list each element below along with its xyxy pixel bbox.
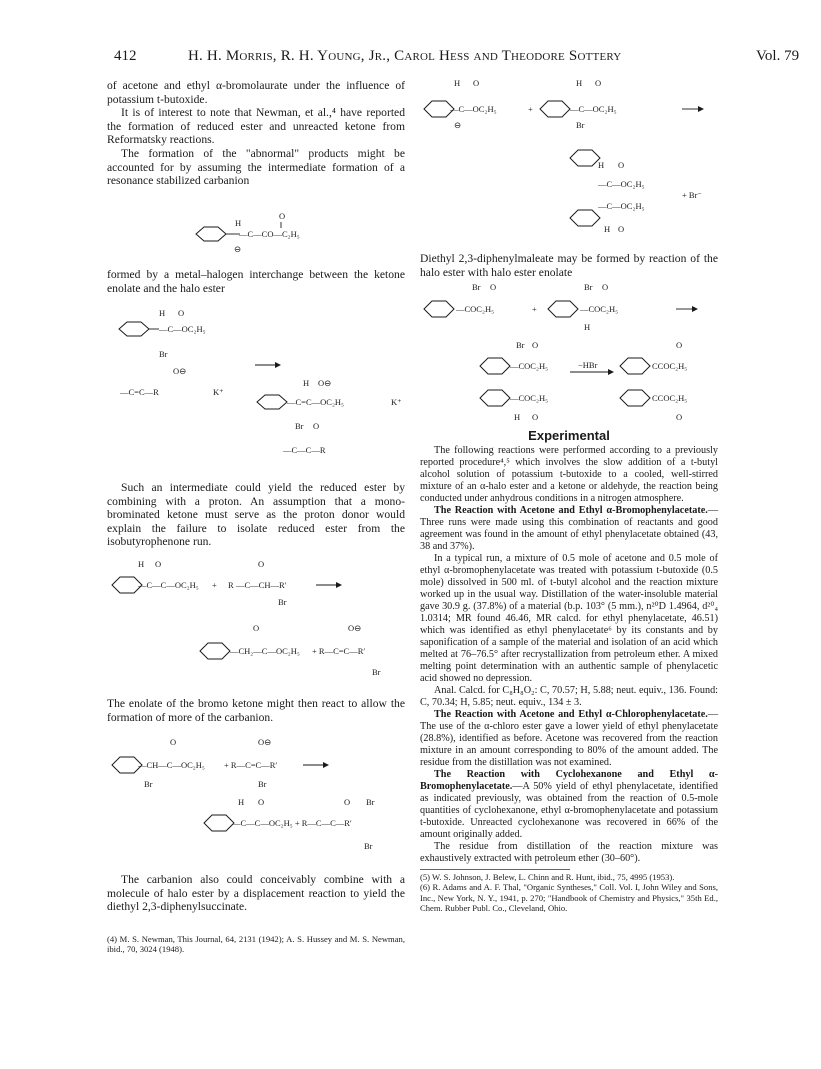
acetone-chloro-paragraph: The Reaction with Acetone and Ethyl α-Chlorophenylacetate.—The use of the α-chloro ester gave a lower yield of ethyl phenylacetate (28.8%), identified as before. Acetone was recovered from the reaction mixture in an amount corresponding to 80% of the amount added. The residue from the distillation was not examined. bbox=[420, 709, 718, 768]
svg-text:O: O bbox=[155, 559, 162, 569]
svg-text:O: O bbox=[253, 623, 260, 633]
footnote-4: (4) M. S. Newman, This Journal, 64, 2131 (1942); A. S. Hussey and M. S. Newman, ibid., 70, 3024 (1948). bbox=[107, 934, 405, 955]
svg-text:−HBr: −HBr bbox=[578, 360, 598, 370]
svg-text:O⊖: O⊖ bbox=[258, 737, 272, 747]
svg-text:R: R bbox=[228, 580, 234, 590]
svg-text:K⁺: K⁺ bbox=[391, 397, 402, 407]
svg-text:Br: Br bbox=[366, 797, 375, 807]
svg-text:H: H bbox=[598, 160, 605, 170]
svg-text:—COC₂H₅: —COC₂H₅ bbox=[580, 304, 619, 314]
benzene-ring-icon bbox=[540, 101, 570, 117]
svg-text:—C—OC₂H₅: —C—OC₂H₅ bbox=[450, 104, 497, 114]
svg-text:+ R—C=C—R′: + R—C=C—R′ bbox=[224, 760, 278, 770]
interchange-scheme bbox=[115, 305, 405, 475]
svg-text:O: O bbox=[618, 160, 625, 170]
succinate-scheme bbox=[420, 76, 720, 236]
svg-text:O: O bbox=[490, 282, 497, 292]
svg-text:Br: Br bbox=[584, 282, 593, 292]
footnote-5: (5) W. S. Johnson, J. Belew, L. Chinn and R. Hunt, ibid., 75, 4995 (1953). bbox=[420, 872, 675, 882]
proton-donor-scheme bbox=[108, 555, 408, 690]
svg-text:O: O bbox=[473, 78, 480, 88]
page-number: 412 bbox=[114, 48, 137, 64]
residue-paragraph: The residue from distillation of the reaction mixture was exhaustively extracted with petroleum ether (30–60°). bbox=[420, 841, 718, 864]
left-paragraph-intermediate: Such an intermediate could yield the reduced ester by combining with a proton. An assumption that a mono-brominated ketone must serve as the proton donor would explain the failure to isolate reduced ester from the isobutyrophenone run. bbox=[107, 481, 405, 549]
svg-text:O⊖: O⊖ bbox=[173, 366, 187, 376]
svg-text:Br: Br bbox=[576, 120, 585, 130]
svg-text:H: H bbox=[303, 378, 310, 388]
svg-text:—COC₂H₅: —COC₂H₅ bbox=[510, 361, 549, 371]
svg-text:O: O bbox=[532, 412, 539, 422]
svg-text:O⊖: O⊖ bbox=[318, 378, 332, 388]
svg-text:O: O bbox=[170, 737, 177, 747]
svg-text:O⊖: O⊖ bbox=[348, 623, 362, 633]
svg-text:+: + bbox=[532, 304, 537, 314]
svg-text:+ R—C=C—R′: + R—C=C—R′ bbox=[312, 646, 366, 656]
svg-text:O: O bbox=[602, 282, 609, 292]
svg-text:Br: Br bbox=[159, 349, 168, 359]
svg-text:O: O bbox=[532, 340, 539, 350]
svg-text:O: O bbox=[313, 421, 320, 431]
experimental-heading: Experimental bbox=[528, 428, 610, 443]
svg-text:CCOC₂H₅: CCOC₂H₅ bbox=[652, 393, 688, 403]
svg-text:H: H bbox=[159, 308, 166, 318]
svg-text:Br: Br bbox=[278, 597, 287, 607]
benzene-ring-icon bbox=[200, 643, 230, 659]
svg-text:—CH—C—OC₂H₅: —CH—C—OC₂H₅ bbox=[138, 760, 205, 770]
left-paragraph-carbanion-combine: The carbanion also could conceivably combine with a molecule of halo ester by a displacement reaction to yield the diethyl 2,3-diphenylsuccinate. bbox=[107, 873, 405, 914]
svg-text:H: H bbox=[514, 412, 521, 422]
left-paragraph-1: of acetone and ethyl α-bromolaurate under the influence of potassium t-butoxide. It is of interest to note that Newman, et al.,⁴ have reported the formation of reduced ester and unreacted ketone from Reformatsky reactions. The formation of the "abnormal" products might be accounted for by assuming the intermediate formation of a resonance stabilized carbanion bbox=[107, 79, 405, 188]
newman-paragraph: It is of interest to note that Newman, et al.,⁴ have reported the formation of reduced ester and unreacted ketone from Reformatsky reactions. bbox=[107, 106, 405, 147]
benzene-ring-icon bbox=[119, 322, 149, 336]
svg-text:O: O bbox=[258, 559, 265, 569]
cyclohexanone-paragraph: The Reaction with Cyclohexanone and Ethyl α-Bromophenylacetate.—A 50% yield of ethyl phenylacetate, identified as indicated previously, was obtained from the reaction of 0.5-mole quantities of cyclohexanone, ethyl α-bromophenylacetate and potassium t-butoxide. Unreacted cyclohexanone was recovered in 66% of the amount originally added. bbox=[420, 769, 718, 840]
volume-label: Vol. 79 bbox=[756, 48, 800, 64]
svg-text:—C—OC₂H₅: —C—OC₂H₅ bbox=[598, 201, 645, 211]
svg-text:O: O bbox=[178, 308, 185, 318]
footnote-6: (6) R. Adams and A. F. Thal, "Organic Syntheses," Coll. Vol. I, John Wiley and Sons, Inc., New York, N. Y., 1941, p. 270; "Handbook of Chemistry and Physics," 35th Ed., Chem. Rubber Publ. Co., Cleveland, Ohio. bbox=[420, 882, 718, 914]
svg-text:—C=C—R: —C=C—R bbox=[120, 387, 159, 397]
carbanion-o: O bbox=[279, 211, 286, 221]
svg-text:H: H bbox=[584, 322, 591, 332]
svg-text:—COC₂H₅: —COC₂H₅ bbox=[510, 393, 549, 403]
acetone-bromo-paragraph: The Reaction with Acetone and Ethyl α-Bromophenylacetate.—Three runs were made using this combination of reactants and good agreement was found in the amount of ethyl phenylacetate obtained (43, 38 and 37%). bbox=[420, 505, 718, 552]
svg-text:+: + bbox=[528, 104, 533, 114]
maleate-scheme bbox=[420, 282, 720, 424]
svg-text:Br: Br bbox=[472, 282, 481, 292]
svg-text:O: O bbox=[258, 797, 265, 807]
svg-text:Br: Br bbox=[144, 779, 153, 789]
svg-text:—C—OC₂H₅: —C—OC₂H₅ bbox=[570, 104, 617, 114]
benzene-ring-icon bbox=[424, 301, 454, 317]
benzene-ring-icon bbox=[620, 358, 650, 374]
carbanion-chain: —C—CO—C₂H₅ bbox=[239, 229, 300, 239]
benzene-ring-icon bbox=[257, 395, 287, 409]
svg-text:—C=C—OC₂H₅: —C=C—OC₂H₅ bbox=[287, 397, 345, 407]
right-paragraph-maleate: Diethyl 2,3-diphenylmaleate may be formed by reaction of the halo ester with halo ester enolate bbox=[420, 252, 718, 279]
benzene-ring-icon bbox=[196, 227, 226, 241]
typical-run-paragraph: In a typical run, a mixture of 0.5 mole of acetone and 0.5 mole of ethyl α-bromophenylacetate was treated with potassium t-butoxide (0.5 mole) dissolved in 500 ml. of t-butyl alcohol and the reaction mixture worked up in the usual way. Distillation of the water-insoluble material gave 30.9 g. (37.8%) of a material (b.p. 103° (5 mm.), n²⁰D 1.4964, d²⁰₄ 1.0314; MR found 46.46, MR calcd. for ethyl phenylacetate, 46.51) which was identified as ethyl phenylacetate⁶ by its constants and by saponification of a sample of the material and isolation of an acid which melted at 76–76.5° after recrystallization from petroleum ether. A mixed melting point determination with an authentic sample of phenylacetic acid showed no depression. bbox=[420, 553, 718, 684]
svg-text:—C—OC₂H₅: —C—OC₂H₅ bbox=[598, 179, 645, 189]
svg-text:CCOC₂H₅: CCOC₂H₅ bbox=[652, 361, 688, 371]
svg-text:H: H bbox=[454, 78, 461, 88]
svg-text:O: O bbox=[676, 340, 683, 350]
svg-text:Br: Br bbox=[295, 421, 304, 431]
carbanion-minus: ⊖ bbox=[234, 244, 242, 254]
svg-text:K⁺: K⁺ bbox=[213, 387, 224, 397]
benzene-ring-icon bbox=[620, 390, 650, 406]
enolate-scheme bbox=[108, 735, 408, 865]
experimental-section: Experimental The following reactions were performed according to a previously reported procedure⁴,⁵ which involves the slow addition of a t-butyl alcohol solution of potassium t-butoxide to a cooled, well-stirred mixture of an α-halo ester and a ketone or aldehyde, the reaction being conducted under anhydrous conditions in a nitrogen atmosphere. The Reaction with Acetone and Ethyl α-Bromophenylacetate.—Three runs were made using this combination of reactants and good agreement was found in the amount of ethyl phenylacetate obtained (43, 38 and 37%). In a typical run, a mixture of 0.5 mole of acetone and 0.5 mole of ethyl α-bromophenylacetate was treated with potassium t-butoxide (0.5 mole) dissolved in 500 ml. of t-butyl alcohol and the reaction mixture worked up in the usual way. Distillation of the water-insoluble material gave 30.9 g. (37.8%) of a material (b.p. 103° (5 mm.), n²⁰D 1.4964, d²⁰₄ 1.0314; MR found 46.46, MR calcd. for ethyl phenylacetate, 46.51) which was identified as ethyl phenylacetate⁶ by its constants and by saponification of a sample of the material and isolation of an acid which melted at 76–76.5° after recrystallization from petroleum ether. A mixed melting point determination with an authentic sample of phenylacetic acid showed no depression. Anal. Calcd. for C₈H₈O₂: C, 70.57; H, 5.88; neut. equiv., 136. Found: C, 70.34; H, 5.85; neut. equiv., 134 ± 3. The Reaction with Acetone and Ethyl α-Chlorophenylacetate.—The use of the α-chloro ester gave a lower yield of ethyl phenylacetate (28.8%), identified as before. Acetone was recovered from the reaction mixture in an amount corresponding to 80% of the amount added. The residue from the distillation was not examined. The Reaction with Cyclohexanone and Ethyl α-Bromophenylacetate.—A 50% yield of ethyl phenylacetate, identified as indicated previously, was obtained from the reaction of 0.5-mole quantities of cyclohexanone, ethyl α-bromophenylacetate and potassium t-butoxide. Unreacted cyclohexanone was recovered in 66% of the amount originally added. The residue from distillation of the reaction mixture was exhaustively extracted with petroleum ether (30–60°). (5) W. S. Johnson, J. Belew, L. Chinn and R. Hunt, ibid., 75, 4995 (1953). (6) R. Adams and A. F. Thal, "Organic Syntheses," Coll. Vol. I, John Wiley and Sons, Inc., New York, N. Y., 1941, p. 270; "Handbook of Chemistry and Physics," 35th Ed., Chem. Rubber Publ. Co., Cleveland, Ohio. bbox=[420, 428, 718, 914]
svg-text:—C—C—R: —C—C—R bbox=[283, 445, 326, 455]
benzene-ring-icon bbox=[570, 210, 600, 226]
svg-text:—C—OC₂H₅: —C—OC₂H₅ bbox=[159, 324, 206, 334]
svg-text:H: H bbox=[604, 224, 611, 234]
analysis-paragraph: Anal. Calcd. for C₈H₈O₂: C, 70.57; H, 5.88; neut. equiv., 136. Found: C, 70.34; H, 5.85; neut. equiv., 134 ± 3. bbox=[420, 685, 718, 708]
svg-text:+: + bbox=[212, 580, 217, 590]
svg-text:O: O bbox=[344, 797, 351, 807]
footnote-divider bbox=[420, 869, 570, 870]
svg-text:—C—C—OC₂H₅ + R—C—C—R′: —C—C—OC₂H₅ + R—C—C—R′ bbox=[232, 818, 352, 828]
running-head-authors: H. H. Morris, R. H. Young, Jr., Carol Hess and Theodore Sottery bbox=[188, 48, 622, 64]
left-paragraph-interchange: formed by a metal–halogen interchange between the ketone enolate and the halo ester bbox=[107, 268, 405, 295]
svg-text:O: O bbox=[595, 78, 602, 88]
svg-text:—C—CH—R′: —C—CH—R′ bbox=[236, 580, 287, 590]
svg-text:—C—C—OC₂H₅: —C—C—OC₂H₅ bbox=[138, 580, 199, 590]
svg-text:O: O bbox=[676, 412, 683, 422]
carbanion-structure bbox=[190, 205, 350, 260]
svg-text:Br: Br bbox=[258, 779, 267, 789]
benzene-ring-icon bbox=[548, 301, 578, 317]
benzene-ring-icon bbox=[204, 815, 234, 831]
svg-text:H: H bbox=[138, 559, 145, 569]
benzene-ring-icon bbox=[570, 150, 600, 166]
svg-text:Br: Br bbox=[372, 667, 381, 677]
svg-text:—COC₂H₅: —COC₂H₅ bbox=[456, 304, 495, 314]
svg-text:H: H bbox=[238, 797, 245, 807]
benzene-ring-icon bbox=[480, 390, 510, 406]
svg-text:Br: Br bbox=[516, 340, 525, 350]
svg-text:—CH₂—C—OC₂H₅: —CH₂—C—OC₂H₅ bbox=[230, 646, 300, 656]
svg-text:Br: Br bbox=[364, 841, 373, 851]
carbanion-paragraph: The formation of the "abnormal" products might be accounted for by assuming the intermediate formation of a resonance stabilized carbanion bbox=[107, 146, 405, 188]
svg-text:+ Br⁻: + Br⁻ bbox=[682, 190, 702, 200]
svg-text:⊖: ⊖ bbox=[454, 120, 462, 130]
benzene-ring-icon bbox=[480, 358, 510, 374]
carbanion-h: H bbox=[235, 218, 242, 228]
svg-text:O: O bbox=[618, 224, 625, 234]
left-paragraph-enolate: The enolate of the bromo ketone might then react to allow the formation of more of the carbanion. bbox=[107, 697, 405, 724]
svg-text:H: H bbox=[576, 78, 583, 88]
